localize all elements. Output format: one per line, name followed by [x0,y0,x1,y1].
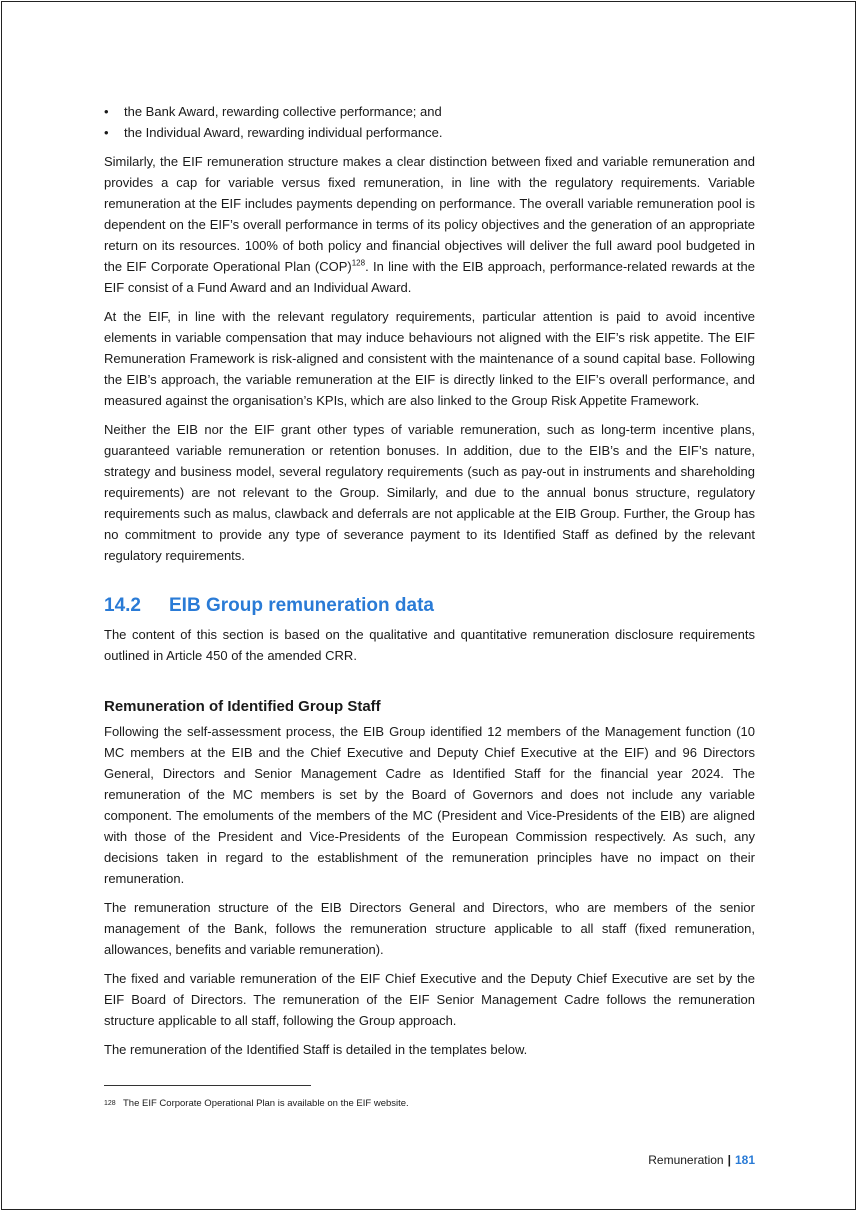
bullet-bank-award: • the Bank Award, rewarding collective performance; and [104,101,755,122]
page-number: 181 [734,1153,755,1167]
footnote-divider [104,1085,311,1086]
footnote [104,1097,409,1110]
footnote-text: The EIF Corporate Operational Plan is available on the EIF website. [123,1098,409,1109]
section-heading [104,593,755,619]
bullet-individual-award: • the Individual Award, rewarding individual performance. [104,122,755,143]
paragraph-templates: The remuneration of the Identified Staff is detailed in the templates below. [104,1042,528,1057]
paragraph-eif-structure [104,151,755,298]
paragraph-identified-staff: Following the self-assessment process, the EIB Group identified 12 members of the Management function (10 MC members at the EIB and the Chief Executive and Deputy Chief Executive at the EIF) and 96 Directors General, Directors and Senior Management Cadre as Identified Staff for the financial year 2024. The remuneration of the MC members is set by the Board of Governors and does not include any variable component. The emoluments of the members of the MC (President and Vice-Presidents of the EIB) are aligned with those of the President and Vice-Presidents of the European Commission respectively. As such, any decisions taken in regard to the establishment of the remuneration principles have no impact on their remuneration. [104,724,755,886]
paragraph-risk-alignment: At the EIF, in line with the relevant regulatory requirements, particular attention is paid to avoid incentive elements in variable compensation that may induce behaviours not aligned with the EIF’s risk appetite. The EIF Remuneration Framework is risk-aligned and consistent with the maintenance of a sound capital base. Following the EIB’s approach, the variable remuneration at the EIF is directly linked to the EIF’s overall performance, and measured against the organisation’s KPIs, which are also linked to the Group Risk Appetite Framework. [104,309,755,408]
subheading: Remuneration of Identified Group Staff [104,698,381,715]
section-number: 14.2 [104,595,141,616]
paragraph-section-intro: The content of this section is based on the qualitative and quantitative remuneration disclosure requirements outlined in Article 450 of the amended CRR. [104,627,755,663]
footer-separator: | [727,1153,731,1167]
paragraph-other-remuneration: Neither the EIB nor the EIF grant other types of variable remuneration, such as long-term incentive plans, guaranteed variable remuneration or retention bonuses. In addition, due to the EIB’s and the EIF’s nature, strategy and business model, several regulatory requirements (such as pay-out in instruments and shareholding requirements) are not relevant to the Group. Similarly, and due to the annual bonus structure, regulatory requirements such as malus, clawback and deferrals are not applicable at the EIB Group. Further, the Group has no commitment to provide any type of severance payment to its Identified Staff as defined by the relevant regulatory requirements. [104,422,755,563]
paragraph-eif-executives: The fixed and variable remuneration of the EIF Chief Executive and the Deputy Chief Executive are set by the EIF Board of Directors. The remuneration of the EIF Senior Management Cadre follows the remuneration structure applicable to all staff, following the Group approach. [104,971,755,1028]
paragraph-text: Similarly, the EIF remuneration structure makes a clear distinction between fixed and variable remuneration and provides a cap for variable versus fixed remuneration, in line with the regulatory requirements. Variable remuneration at the EIF includes payments depending on performance. The overall variable remuneration pool is dependent on the EIF’s overall performance in terms of its policy objectives and the generation of an appropriate return on its resources. 100% of both policy and financial objectives will deliver the full award pool budgeted in the EIF Corporate Operational Plan (COP) [104,154,755,274]
section-title: EIB Group remuneration data [169,595,434,616]
footer-section-name: Remuneration [648,1153,724,1167]
footnote-number: 128 [104,1100,116,1107]
page-footer [648,1152,755,1168]
page-content [104,101,755,1068]
footnote-reference[interactable]: 128 [351,258,366,268]
paragraph-eib-directors: The remuneration structure of the EIB Directors General and Directors, who are members of the senior management of the Bank, follows the remuneration structure applicable to all staff (fixed remuneration, allowances, benefits and variable remuneration). [104,900,755,957]
paragraph-text: . In line with the EIB approach, performance-related rewards at the EIF consist of a Fund Award and an Individual Award. [104,259,755,295]
